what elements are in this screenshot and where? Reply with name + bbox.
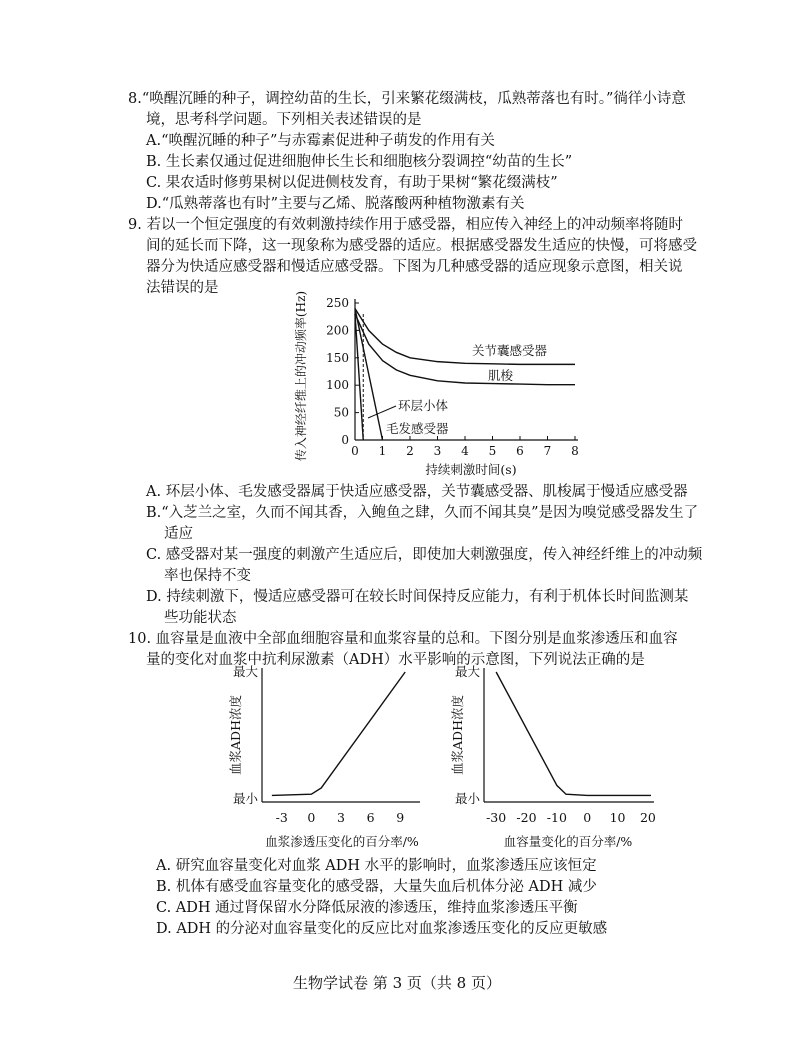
q9-adaptation-chart	[0, 286, 794, 486]
q10-option-c: C. ADH 通过肾保留水分降低尿液的渗透压，维持血浆渗透压平衡	[156, 900, 578, 916]
chart1-xlabel: 持续刺激时间(s)	[425, 462, 517, 477]
q10-option-a: A. 研究血容量变化对血浆 ADH 水平的影响时，血浆渗透压应该恒定	[156, 858, 597, 874]
chart3-y-tick-min: 最小	[454, 791, 480, 806]
page-footer: 生物学试卷 第 3 页（共 8 页）	[293, 974, 501, 992]
chart2-x-tick-label: 3	[337, 810, 345, 825]
q9-stem-line-4: 法错误的是	[146, 280, 219, 296]
q9-option-c-line-1: C. 感受器对某一强度的刺激产生适应后，即使加大刺激强度，传入神经纤维上的冲动频	[146, 547, 703, 563]
q9-option-b-line-2: 适应	[164, 526, 193, 542]
chart2-x-tick-label: -3	[275, 810, 288, 825]
chart1-x-tick-label: 5	[488, 444, 497, 458]
chart2-plot-area	[233, 664, 420, 825]
chart2-x-tick-label: 0	[307, 810, 316, 825]
q10-stem-line-2: 量的变化对血浆中抗利尿激素（ADH）水平影响的示意图，下列说法正确的是	[146, 652, 645, 668]
chart3-x-tick-label: 0	[583, 810, 592, 825]
chart1-y-tick-label: 150	[326, 350, 349, 365]
chart1-series-label-joint-capsule: 关节囊感受器	[472, 343, 548, 358]
chart3-y-tick-max: 最大	[454, 664, 480, 679]
q9-stem-line-1: 9. 若以一个恒定强度的有效刺激持续作用于感受器，相应传入神经上的冲动频率将随时	[128, 217, 683, 233]
chart1-series-label-hair-receptor: 毛发感受器	[386, 421, 449, 436]
chart1-x-tick-label: 2	[406, 444, 414, 458]
q8-stem-line-1: 8.“唤醒沉睡的种子，调控幼苗的生长，引来繁花缀满枝，瓜熟蒂落也有时。”徜徉小诗意	[128, 91, 686, 107]
q8-stem-line-2: 境，思考科学问题。下列相关表述错误的是	[146, 112, 422, 128]
chart1-x-tick-label: 4	[461, 444, 469, 458]
chart1-pacinian-leader-line	[368, 406, 396, 418]
q9-option-b-line-1: B.“入芝兰之室，久而不闻其香，入鲍鱼之肆，久而不闻其臭”是因为嗅觉感受器发生了	[146, 505, 699, 521]
q9-stem-line-3: 器分为快适应感受器和慢适应感受器。下图为几种感受器的适应现象示意图，相关说	[146, 259, 683, 275]
chart1-x-tick-label: 1	[378, 444, 387, 458]
chart1-x-tick-label: 6	[516, 444, 524, 458]
q8-option-a: A.“唤醒沉睡的种子”与赤霉素促进种子萌发的作用有关	[146, 133, 495, 149]
chart2-x-tick-label: 9	[396, 810, 405, 825]
chart1-series-label-muscle-spindle: 肌梭	[488, 368, 514, 383]
chart1-line-pacinian-corpuscle	[355, 314, 363, 440]
chart1-series-label-pacinian-corpuscle: 环层小体	[398, 398, 449, 413]
chart1-y-tick-label: 200	[326, 323, 349, 338]
chart1-x-tick-label: 8	[571, 444, 579, 458]
chart3-x-tick-label: 10	[609, 810, 626, 825]
chart2-xlabel: 血浆渗透压变化的百分率/%	[265, 834, 419, 849]
chart3-x-tick-label: 20	[639, 810, 656, 825]
q9-option-c-line-2: 率也保持不变	[164, 568, 251, 584]
chart3-xlabel: 血容量变化的百分率/%	[503, 834, 633, 849]
q9-option-d-line-1: D. 持续刺激下，慢适应感受器可在较长时间保持反应能力，有利于机体长时间监测某	[146, 589, 689, 605]
chart2-ylabel: 血浆ADH浓度	[228, 695, 243, 775]
chart3-adh-curve	[496, 672, 651, 795]
chart1-x-tick-label: 7	[543, 444, 552, 458]
chart3-x-tick-label: -10	[546, 810, 567, 825]
q8-option-b: B. 生长素仅通过促进细胞伸长生长和细胞核分裂调控“幼苗的生长”	[146, 154, 573, 170]
q8-option-c: C. 果农适时修剪果树以促进侧枝发育，有助于果树“繁花缀满枝”	[146, 175, 558, 191]
q9-stem-line-2: 间的延长而下降，这一现象称为感受器的适应。根据感受器发生适应的快慢，可将感受	[146, 238, 697, 254]
chart3-x-tick-label: -20	[516, 810, 537, 825]
q8-option-d: D.“瓜熟蒂落也有时”主要与乙烯、脱落酸两种植物激素有关	[146, 196, 525, 212]
chart2-y-tick-max: 最大	[232, 664, 258, 679]
chart1-y-tick-label: 250	[326, 296, 349, 310]
chart1-y-tick-label: 100	[326, 378, 349, 393]
chart1-y-tick-label: 0	[341, 433, 349, 447]
chart3-ylabel: 血浆ADH浓度	[450, 695, 465, 775]
chart3-x-tick-label: -30	[486, 810, 507, 825]
q9-option-d-line-2: 些功能状态	[164, 610, 237, 626]
q10-stem-line-1: 10. 血容量是血液中全部血细胞容量和血浆容量的总和。下图分别是血浆渗透压和血容	[128, 631, 678, 647]
q10-option-d: D. ADH 的分泌对血容量变化的反应比对血浆渗透压变化的反应更敏感	[156, 921, 608, 937]
chart1-ylabel: 传入神经纤维上的冲动频率(Hz)	[294, 290, 308, 462]
chart2-y-tick-min: 最小	[232, 791, 258, 806]
chart1-x-tick-label: 0	[351, 444, 359, 458]
q9-option-a: A. 环层小体、毛发感受器属于快适应感受器，关节囊感受器、肌梭属于慢适应感受器	[146, 484, 688, 500]
chart2-x-tick-label: 6	[366, 810, 375, 825]
chart1-y-tick-label: 50	[333, 405, 349, 420]
chart1-x-tick-label: 3	[433, 444, 442, 458]
chart2-adh-curve	[272, 672, 405, 795]
chart1-plot-area	[326, 296, 579, 458]
q10-adh-charts	[0, 660, 794, 850]
chart3-plot-area	[455, 664, 656, 825]
q10-option-b: B. 机体有感受血容量变化的感受器，大量失血后机体分泌 ADH 减少	[156, 879, 597, 895]
